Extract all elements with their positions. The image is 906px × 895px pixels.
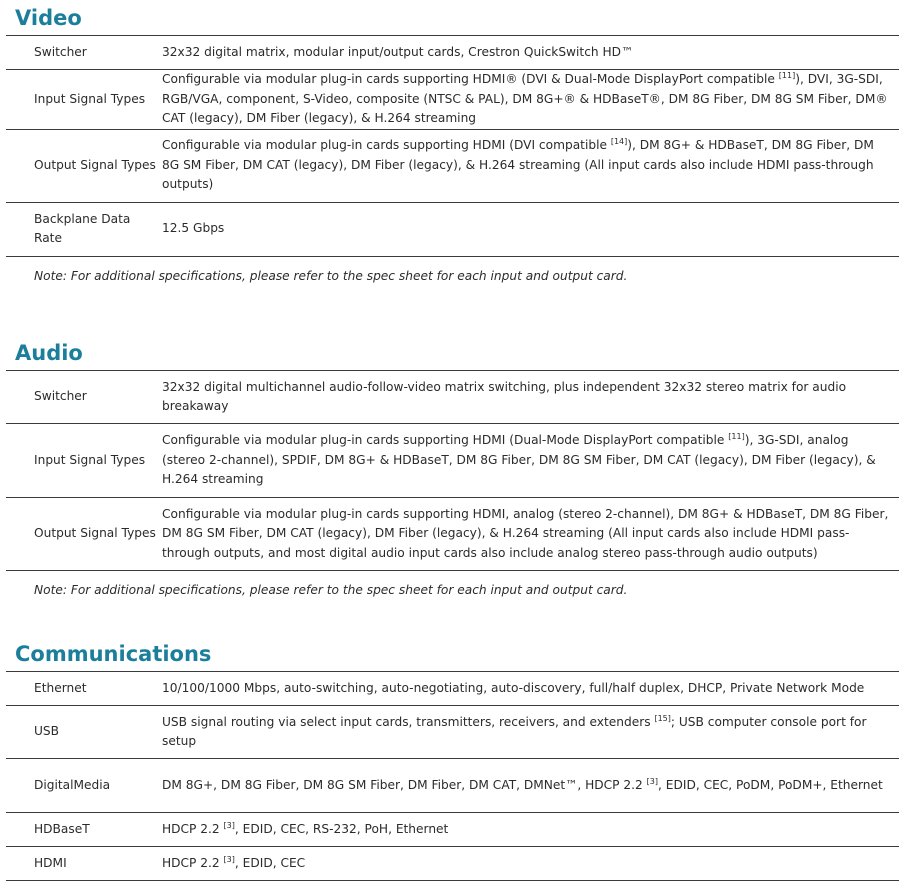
spec-value [162, 202, 899, 256]
spec-label: HDBaseT [6, 813, 162, 847]
spec-value-text: Configurable via modular plug-in cards supporting HDMI® (DVI & Dual-Mode DisplayPort compatible [162, 72, 779, 86]
spec-value-text: 12.5 Gbps [162, 221, 225, 236]
footnote-reference: [3] [223, 854, 235, 864]
communications-section-title: Communications [15, 642, 212, 666]
spec-row [6, 371, 899, 424]
spec-value [162, 672, 899, 706]
spec-value-text: USB signal routing via select input cards, transmitters, receivers, and extenders [162, 714, 655, 729]
spec-value [162, 498, 899, 571]
video-section [6, 1, 899, 295]
spec-value-text: Configurable via modular plug-in cards supporting HDMI (Dual-Mode DisplayPort compatible [162, 433, 729, 448]
spec-value [162, 36, 899, 70]
spec-row [6, 847, 899, 881]
spec-label: Switcher [6, 36, 162, 70]
spec-value-text: , EDID, CEC, PoDM, PoDM+, Ethernet [658, 777, 883, 792]
spec-value [162, 70, 899, 130]
footnote-reference: [15] [654, 713, 671, 723]
spec-value-text: Configurable via modular plug-in cards supporting HDMI, analog (stereo 2-channel), DM 8G+ & HDBaseT, DM 8G Fiber, DM 8G SM Fiber, DM CAT (legacy), DM Fiber (legacy), & H.264 streaming (All input cards also include HDMI pass-through outputs, and most digital audio input cards also include analog stereo pass-through audio outputs) [162, 506, 889, 560]
audio-note: Note: For additional specifications, please refer to the spec sheet for each input and output card. [34, 583, 628, 597]
footnote-reference: [11] [728, 432, 745, 442]
spec-value-text: HDCP 2.2 [162, 821, 224, 836]
spec-label: Input Signal Types [6, 70, 162, 130]
spec-label: USB [6, 706, 162, 759]
spec-label: DigitalMedia [6, 759, 162, 813]
video-spec-table [6, 35, 899, 257]
audio-section-title: Audio [15, 341, 83, 365]
spec-value-text: 10/100/1000 Mbps, auto-switching, auto-negotiating, auto-discovery, full/half duplex, DHCP, Private Network Mode [162, 680, 865, 695]
spec-value-text: , EDID, CEC [234, 855, 306, 870]
spec-value [162, 813, 899, 847]
spec-label: Output Signal Types [6, 498, 162, 571]
spec-row [6, 813, 899, 847]
video-section-title: Video [15, 6, 82, 30]
spec-label: Ethernet [6, 672, 162, 706]
spec-row [6, 759, 899, 813]
spec-row [6, 202, 899, 256]
footnote-reference: [3] [223, 820, 235, 830]
spec-value [162, 759, 899, 813]
spec-value-text: Configurable via modular plug-in cards supporting HDMI (DVI compatible [162, 138, 611, 153]
spec-value-text: HDCP 2.2 [162, 855, 224, 870]
spec-label: Backplane Data Rate [6, 202, 162, 256]
spec-value [162, 706, 899, 759]
spec-value-text: ), DM 8G+ & HDBaseT, DM 8G Fiber, DM 8G SM Fiber, DM CAT (legacy), DM Fiber (legacy), & H.264 streaming (All input cards also include HDMI pass-through outputs) [162, 138, 874, 192]
spec-row [6, 672, 899, 706]
spec-row [6, 424, 899, 498]
audio-spec-table [6, 370, 899, 571]
spec-value-text: , EDID, CEC, RS-232, PoH, Ethernet [234, 821, 449, 836]
spec-value-text: ; USB computer console port for setup [162, 714, 867, 748]
spec-value-text: ), 3G-SDI, analog (stereo 2-channel), SPDIF, DM 8G+ & HDBaseT, DM 8G Fiber, DM 8G SM Fiber, DM CAT (legacy), DM Fiber (legacy), & H.264 streaming [162, 433, 876, 487]
spec-value [162, 371, 899, 424]
spec-label: Switcher [6, 371, 162, 424]
spec-value-text: ), DVI, 3G-SDI, RGB/VGA, component, S-Video, composite (NTSC & PAL), DM 8G+® & HDBaseT®, DM 8G Fiber, DM 8G SM Fiber, DM® CAT (legacy), DM Fiber (legacy), & H.264 streaming [162, 72, 888, 125]
spec-row [6, 498, 899, 571]
communications-spec-table [6, 671, 899, 881]
footnote-reference: [3] [646, 776, 659, 786]
spec-label: Input Signal Types [6, 424, 162, 498]
spec-value [162, 424, 899, 498]
video-note: Note: For additional specifications, please refer to the spec sheet for each input and output card. [34, 268, 628, 283]
spec-value-text: DM 8G+, DM 8G Fiber, DM 8G SM Fiber, DM Fiber, DM CAT, DMNet™, HDCP 2.2 [162, 777, 647, 792]
spec-value-text: 32x32 digital multichannel audio-follow-video matrix switching, plus independent 32x32 stereo matrix for audio breakaway [162, 379, 847, 413]
spec-row [6, 129, 899, 202]
footnote-reference: [11] [778, 71, 796, 80]
spec-value-text: 32x32 digital matrix, modular input/output cards, Crestron QuickSwitch HD™ [162, 44, 634, 59]
communications-section [6, 637, 899, 881]
spec-row [6, 70, 899, 130]
spec-value [162, 847, 899, 881]
footnote-reference: [14] [610, 137, 628, 147]
audio-section [6, 336, 899, 609]
spec-value [162, 129, 899, 202]
spec-label: HDMI [6, 847, 162, 881]
spec-label: Output Signal Types [6, 129, 162, 202]
spec-row [6, 706, 899, 759]
spec-row [6, 36, 899, 70]
